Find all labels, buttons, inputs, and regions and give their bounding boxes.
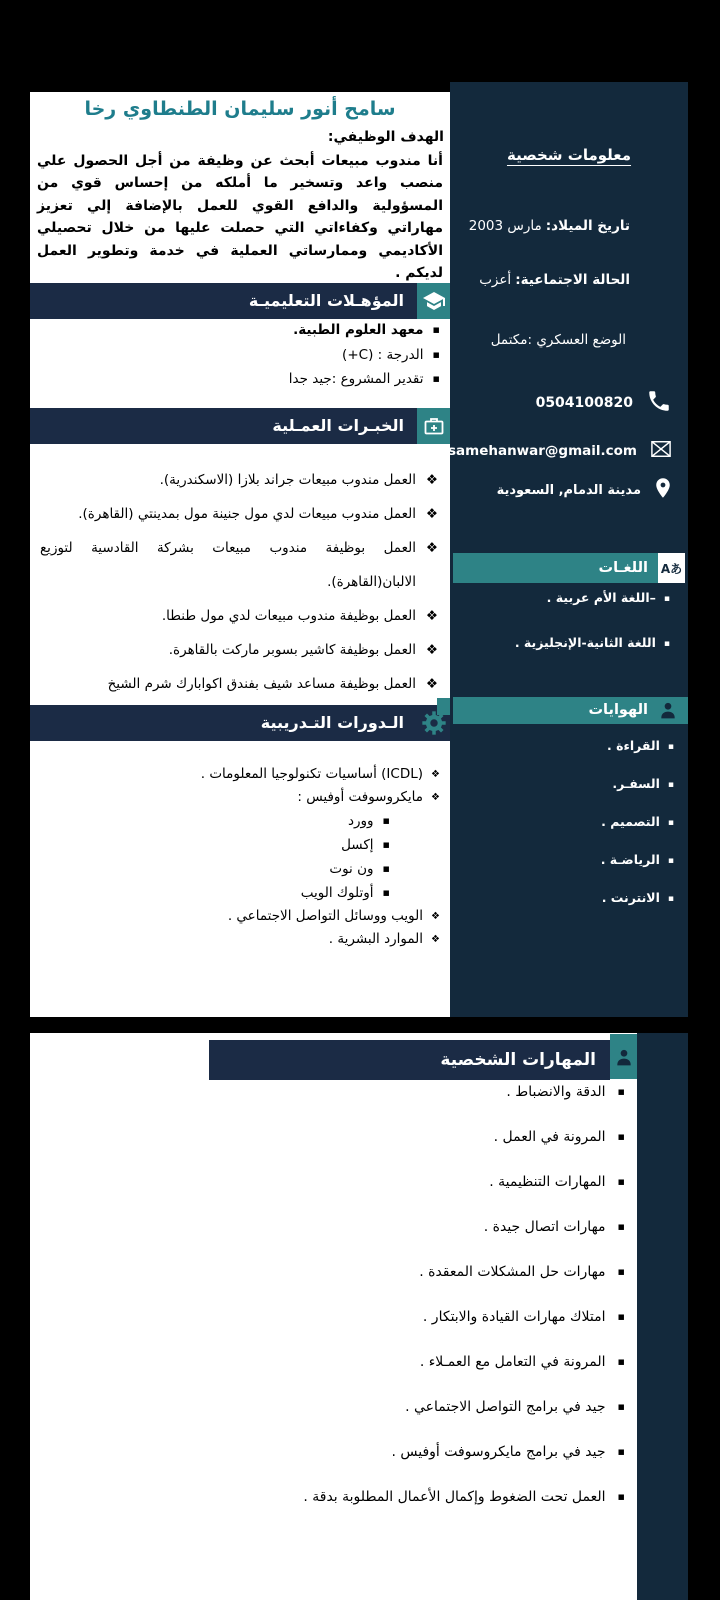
candidate-name: سامح أنور سليمان الطنطاوي رخا (84, 98, 396, 120)
location-text: مدينة الدمام, السعودية (496, 482, 641, 498)
cv-page-2 (30, 1033, 637, 1600)
list-item: ▪مهارات حل المشكلات المعقدة . (419, 1264, 625, 1280)
education-list (40, 318, 440, 392)
envelope-icon (650, 439, 672, 463)
list-item: ▪جيد في برامج التواصل الاجتماعي . (405, 1399, 625, 1415)
list-item: ❖(ICDL) أساسيات تكنولوجيا المعلومات . (200, 766, 440, 782)
training-title: الـدورات التـدريبية (260, 713, 404, 732)
square-bullet-icon: ▪ (432, 347, 440, 361)
list-item: ❖مايكروسوفت أوفيس : (297, 789, 440, 805)
list-item: ▪معهد العلوم الطبية. (293, 322, 440, 338)
list-item: ▪الدرجة : (C+) (342, 346, 440, 363)
square-bullet-icon: ▪ (617, 1355, 625, 1368)
gear-icon (414, 698, 454, 750)
list-item: ▪وورد (347, 813, 390, 829)
list-item: ▪التصميم . (601, 814, 674, 829)
diamond-bullet-icon: ❖ (425, 642, 438, 658)
square-bullet-icon: ▪ (617, 1175, 625, 1188)
list-item: ❖الويب ووسائل التواصل الاجتماعي . (227, 908, 440, 924)
diamond-bullet-icon: ❖ (431, 792, 440, 803)
square-bullet-icon: ▪ (432, 372, 440, 385)
email-row (447, 439, 672, 463)
diamond-bullet-icon: ❖ (425, 506, 438, 522)
square-bullet-icon: ▪ (382, 886, 390, 899)
training-section-header (30, 705, 450, 741)
square-bullet-icon: ▪ (382, 862, 390, 875)
square-bullet-icon: ▪ (617, 1445, 625, 1458)
square-bullet-icon: ▪ (667, 780, 674, 790)
diamond-bullet-icon: ❖ (431, 934, 440, 945)
square-bullet-icon: ▪ (432, 323, 440, 336)
square-bullet-icon: ▪ (617, 1085, 625, 1098)
experience-title: الخبـرات العمـلية (272, 416, 404, 435)
diamond-bullet-icon: ❖ (425, 676, 438, 692)
list-item: ▪المرونة في التعامل مع العمـلاء . (419, 1354, 625, 1370)
list-item: ❖ العمل بوظيفة مندوب مبيعات بشركة القادسية لتوزيع الالبان(القاهرة). (40, 531, 440, 599)
list-item: ▪إكسل (341, 837, 390, 853)
sidebar-title: معلومات شخصية (506, 146, 632, 164)
page-2-side-column (637, 1033, 688, 1600)
translate-icon: Aあ (658, 553, 685, 583)
languages-title: اللغـات (598, 560, 648, 576)
list-item: ▪أوتلوك الويب (300, 885, 390, 901)
square-bullet-icon: ▪ (663, 639, 670, 649)
square-bullet-icon: ▪ (382, 838, 390, 851)
list-item: ▪الدقة والانضباط . (506, 1084, 625, 1100)
diamond-bullet-icon: ❖ (431, 911, 440, 922)
square-bullet-icon: ▪ (667, 894, 674, 904)
list-item: ▪ون نوت (329, 861, 390, 877)
graduation-cap-icon (417, 283, 450, 319)
list-item: ▪مهارات اتصال جيدة . (483, 1219, 625, 1235)
diamond-bullet-icon: ❖ (431, 769, 440, 780)
education-section-header (30, 283, 450, 319)
education-title: المؤهـلات التعليميـة (248, 291, 404, 310)
square-bullet-icon: ▪ (617, 1400, 625, 1413)
list-item: ▪الرياضـة . (600, 852, 674, 867)
list-item: ▪–اللغة الأم عربية . (546, 590, 670, 605)
experience-section-header (30, 408, 450, 444)
list-item: ❖ العمل بوظيفة مساعد شيف بفندق اكوابارك شرم الشيخ (40, 667, 440, 701)
square-bullet-icon: ▪ (663, 594, 670, 604)
square-bullet-icon: ▪ (667, 742, 674, 752)
list-item: ❖الموارد البشرية . (328, 931, 440, 947)
square-bullet-icon: ▪ (617, 1130, 625, 1143)
marital-status-row: الحالة الاجتماعية:أعزب (479, 272, 630, 288)
personal-info-sidebar (447, 82, 688, 1017)
square-bullet-icon: ▪ (667, 818, 674, 828)
experience-list (40, 463, 440, 701)
languages-section-header (453, 553, 658, 583)
square-bullet-icon: ▪ (617, 1265, 625, 1278)
list-item: ❖ العمل مندوب مبيعات لدي مول جنينة مول بمدينتي (القاهرة). (40, 497, 440, 531)
list-item: ▪المرونة في العمل . (493, 1129, 625, 1145)
location-row (458, 477, 672, 503)
square-bullet-icon: ▪ (667, 856, 674, 866)
square-bullet-icon: ▪ (382, 814, 390, 827)
list-item: ❖ العمل بوظيفة مندوب مبيعات لدي مول طنطا. (40, 599, 440, 633)
hobbies-section-header (453, 697, 688, 724)
list-item: ▪الانترنت . (601, 890, 674, 905)
phone-icon (646, 388, 672, 418)
square-bullet-icon: ▪ (617, 1310, 625, 1323)
diamond-bullet-icon: ❖ (425, 472, 438, 488)
list-item: ▪جيد في برامج مايكروسوفت أوفيس . (391, 1444, 625, 1460)
list-item: ▪السفـر. (612, 776, 674, 791)
skills-section-header (209, 1040, 610, 1080)
list-item: ▪اللغة الثانية-الإنجليزية . (514, 635, 670, 650)
diamond-bullet-icon: ❖ (425, 608, 438, 624)
list-item: ❖ العمل بوظيفة كاشير بسوبر ماركت بالقاهرة. (40, 633, 440, 667)
list-item: ▪القراءة . (606, 738, 674, 753)
list-item: ▪المهارات التنظيمية . (489, 1174, 625, 1190)
objective-label: الهدف الوظيفي: (327, 129, 444, 145)
list-item: ▪تقدير المشروع :جيد جدا (288, 371, 440, 387)
location-pin-icon (654, 477, 672, 503)
skills-title: المهارات الشخصية (440, 1050, 596, 1070)
training-list (40, 763, 440, 951)
square-bullet-icon: ▪ (617, 1220, 625, 1233)
email-address: samehanwar@gmail.com (447, 443, 637, 459)
military-status-row: الوضع العسكري :مكتمل (490, 332, 626, 348)
person-icon (610, 1034, 637, 1079)
phone-number: 0504100820 (535, 395, 633, 411)
hobbies-title: الهوايات (588, 702, 648, 718)
phone-row (458, 388, 672, 418)
list-item: ▪امتلاك مهارات القيادة والابتكار . (422, 1309, 625, 1325)
list-item: ❖ العمل مندوب مبيعات جراند بلازا (الاسكندرية). (40, 463, 440, 497)
person-icon (658, 700, 678, 724)
briefcase-icon (417, 408, 450, 444)
diamond-bullet-icon: ❖ (425, 540, 438, 556)
objective-text: أنا مندوب مبيعات أبحث عن وظيفة من أجل الحصول علي منصب واعد وتسخير ما أملكه من إحساس قوي من المسؤولية والدافع القوي للعمل بالإضافة إلي تعزيز مهاراتي وكفاءاتي التي حصلت عليها من خلال تحصيلي الأكاديمي وممارساتي العملية في خدمة وتطوير العمل لديكم . (37, 153, 443, 282)
list-item: ▪العمل تحت الضغوط وإكمال الأعمال المطلوبة بدقة . (303, 1489, 625, 1505)
hobbies-list (601, 736, 674, 926)
square-bullet-icon: ▪ (617, 1490, 625, 1503)
skills-list (50, 1081, 625, 1531)
birth-date-row: تاريخ الميلاد:مارس 2003 (468, 218, 630, 234)
cv-page-1 (30, 92, 450, 1017)
